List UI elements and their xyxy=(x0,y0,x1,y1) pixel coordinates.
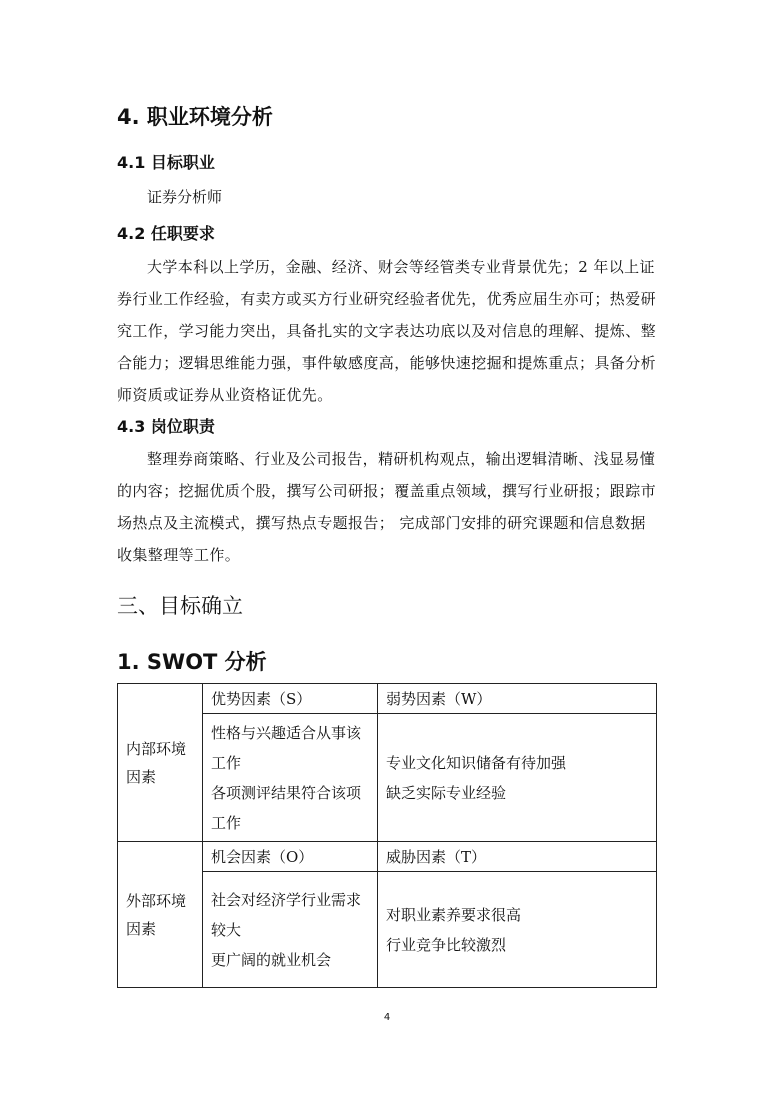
paragraph-line: 整理券商策略、行业及公司报告，精研机构观点，输出逻辑清晰、浅显易懂 xyxy=(147,450,656,468)
paragraph-line: 合能力；逻辑思维能力强，事件敏感度高，能够快速挖掘和提炼重点；具备分析 xyxy=(117,354,657,372)
weakness-cell: 专业文化知识储备有待加强 缺乏实际专业经验 xyxy=(378,714,657,842)
paragraph-line: 大学本科以上学历，金融、经济、财会等经管类专业背景优先；2 年以上证 xyxy=(147,258,655,276)
paragraph-line: 收集整理等工作。 xyxy=(117,546,241,564)
paragraph-line: 券行业工作经验，有卖方或买方行业研究经验者优先，优秀应届生亦可；热爱研 xyxy=(117,290,657,308)
internal-factors-label: 内部环境 因素 xyxy=(118,684,203,842)
paragraph-line: 的内容；挖掘优质个股，撰写公司研报；覆盖重点领域，撰写行业研报；跟踪市 xyxy=(117,482,657,500)
weakness-header: 弱势因素（W） xyxy=(378,684,657,714)
section-4-title: 4. 职业环境分析 xyxy=(117,105,273,129)
section-4-3-title: 4.3 岗位职责 xyxy=(117,417,215,436)
paragraph-line: 究工作，学习能力突出，具备扎实的文字表达功底以及对信息的理解、提炼、整 xyxy=(117,322,657,340)
section-4-1-title: 4.1 目标职业 xyxy=(117,153,215,172)
paragraph-line: 师资质或证券从业资格证优先。 xyxy=(117,386,333,404)
part-3-title: 三、目标确立 xyxy=(117,594,243,618)
opportunity-header: 机会因素（O） xyxy=(203,842,378,872)
threat-header: 威胁因素（T） xyxy=(378,842,657,872)
external-factors-label: 外部环境 因素 xyxy=(118,842,203,988)
swot-table xyxy=(117,683,657,988)
section-4-2-title: 4.2 任职要求 xyxy=(117,224,215,243)
section-4-1-body: 证券分析师 xyxy=(147,188,223,206)
strength-header: 优势因素（S） xyxy=(203,684,378,714)
section-4-3-paragraph xyxy=(117,443,662,571)
section-4-2-paragraph xyxy=(117,251,662,411)
strength-cell: 性格与兴趣适合从事该 工作 各项测评结果符合该项 工作 xyxy=(203,714,378,842)
swot-title: 1. SWOT 分析 xyxy=(117,650,267,674)
page-number: 4 xyxy=(383,1012,391,1023)
opportunity-cell: 社会对经济学行业需求 较大 更广阔的就业机会 xyxy=(203,872,378,988)
threat-cell: 对职业素养要求很高 行业竞争比较激烈 xyxy=(378,872,657,988)
paragraph-line: 场热点及主流模式，撰写热点专题报告； 完成部门安排的研究课题和信息数据 xyxy=(117,514,646,532)
